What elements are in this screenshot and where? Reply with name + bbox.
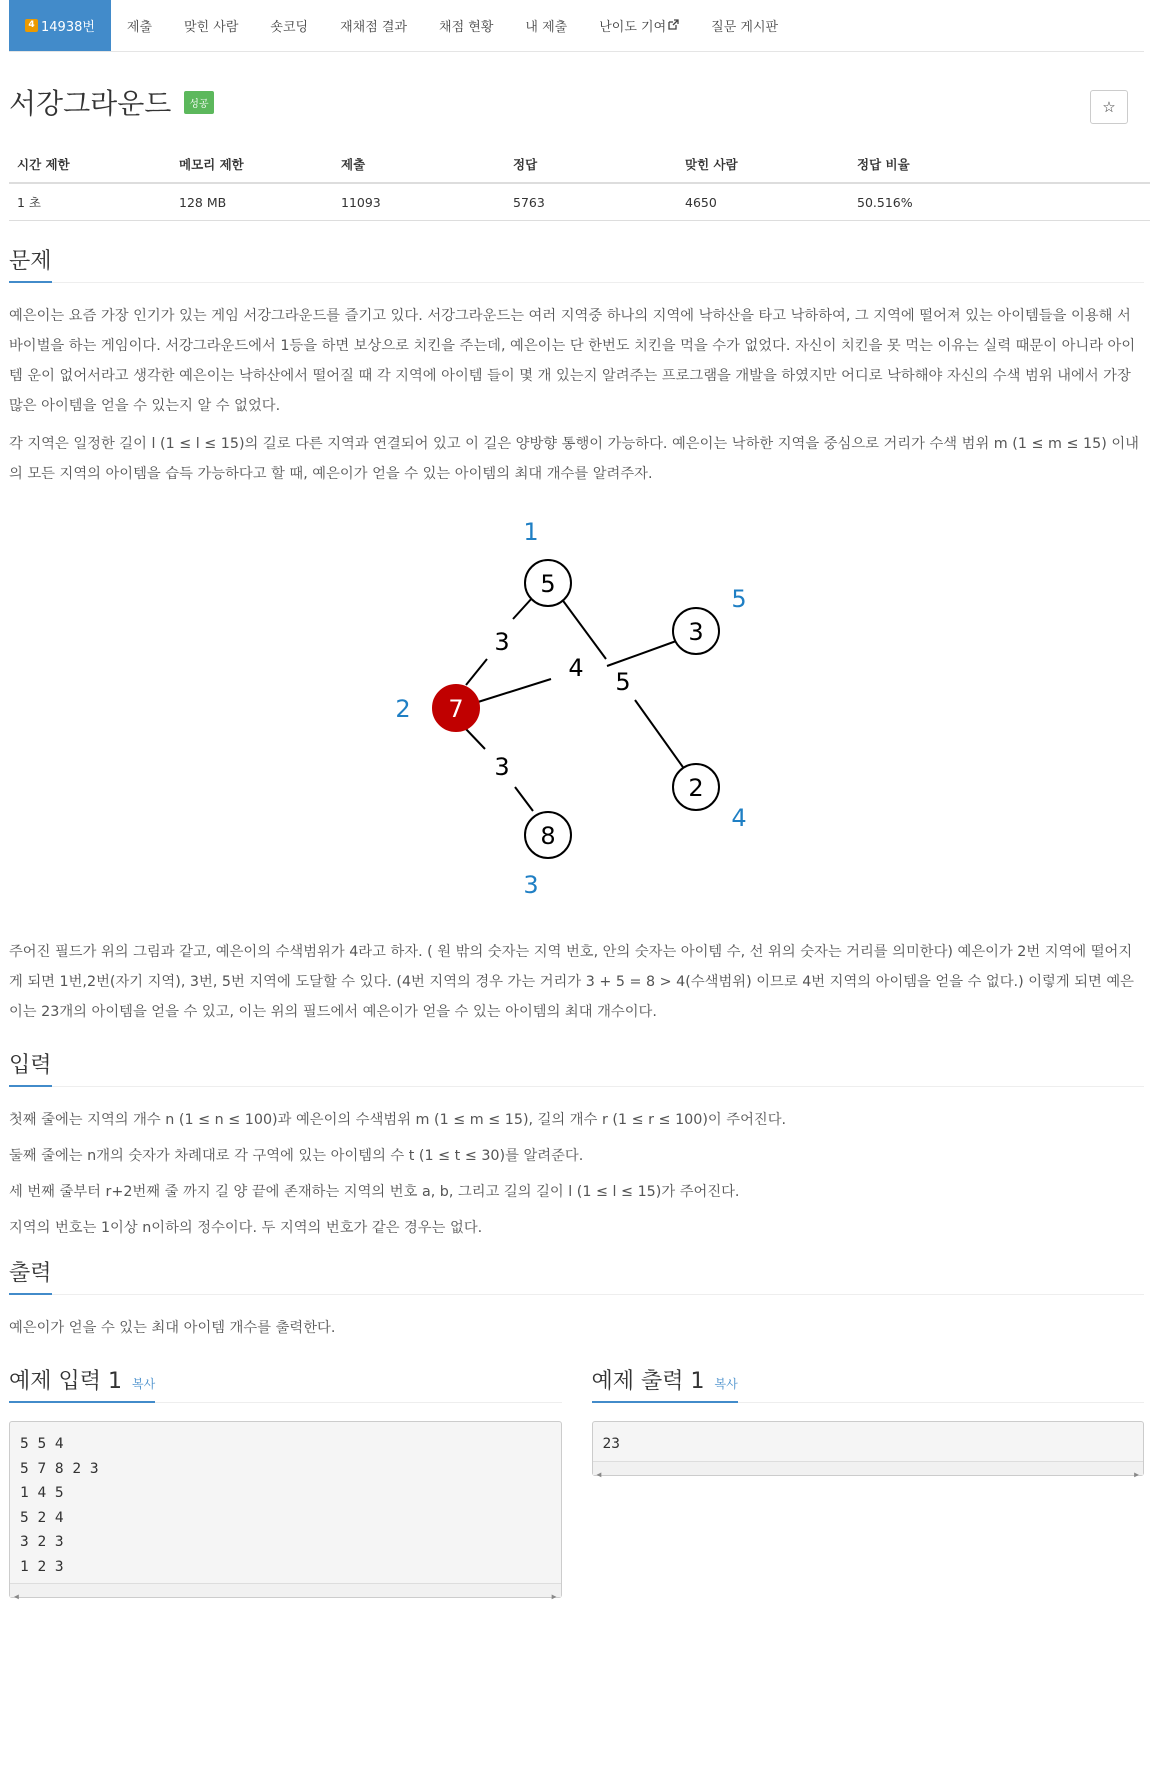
output-section-head: [9, 1255, 1144, 1295]
sample-output-content[interactable]: [592, 1421, 1145, 1479]
region-number: 4: [730, 804, 747, 832]
sample-output-title: 예제 출력 1: [591, 1369, 705, 1394]
edge-length-label: 5: [614, 668, 631, 696]
edge-length-label: 3: [493, 628, 510, 656]
title-row: [9, 52, 1144, 140]
sample-input-title: 예제 입력 1: [9, 1369, 122, 1394]
node-item-count: 3: [687, 618, 704, 646]
problem-description: 예은이는 요즘 가장 인기가 있는 게임 서강그라운드를 즐기고 있다. 서강그라운드는 여러 지역중 하나의 지역에 낙하산을 타고 낙하하여, 그 지역에 떨어져 있는 아이템들을 이용해 서바이벌을 하는 게임이다. 서강그라운드에서 1등을 하면 보상으로 치킨을 주는데, 예은이는 단 한번도 치킨을 먹을 수가 없었다. 자신이 치킨을 못 먹는 이유는 실력 때문이 아니라 아이템 운이 없어서라고 생각한 예은이는 낙하산에서 떨어질 때 각 지역에 아이템 들이 몇 개 있는지 알려주는 프로그램을 개발을 하였지만 어디로 낙하해야 자신의 수색 범위 내에서 가장 많은 아이템을 얻을 수 있는지 알 수 없었다.: [9, 308, 1136, 414]
input-heading: 입력: [9, 1048, 52, 1087]
stats-value: 4650: [677, 183, 849, 221]
horizontal-scrollbar[interactable]: [10, 1583, 561, 1601]
edge-line: [513, 597, 533, 619]
stats-value: 5763: [505, 183, 677, 221]
stats-value: 1 초: [9, 183, 171, 221]
input-section-head: [9, 1047, 1144, 1087]
edge-line: [478, 679, 551, 702]
star-button[interactable]: [1090, 90, 1128, 124]
stats-header: 시간 제한: [9, 146, 171, 183]
tab-my-submissions[interactable]: 내 제출: [525, 20, 568, 35]
tier-icon: 4: [25, 19, 38, 32]
copy-sample-output-button[interactable]: 복사: [714, 1377, 738, 1391]
region-number: 2: [394, 695, 411, 723]
sample-input-head: [9, 1363, 562, 1403]
stats-value: 128 MB: [171, 183, 333, 221]
tab-rejudge-results[interactable]: 재채점 결과: [340, 20, 408, 35]
edge-line: [515, 787, 533, 811]
output-heading: 출력: [9, 1256, 52, 1295]
examples-row: [9, 1363, 1144, 1601]
stats-header: 정답: [505, 146, 677, 183]
scroll-left-icon[interactable]: ◀: [596, 1469, 602, 1479]
stats-header-row: [9, 146, 1150, 183]
problem-section-head: [9, 243, 1144, 283]
problem-description: 각 지역은 일정한 길이 l (1 ≤ l ≤ 15)의 길로 다른 지역과 연결되어 있고 이 길은 양방향 통행이 가능하다. 예은이는 낙하한 지역을 중심으로 거리가 수색 범위 m (1 ≤ m ≤ 15) 이내의 모든 지역의 아이템을 습득 가능하다고 할 때, 예은이가 얻을 수 있는 아이템의 최대 개수를 알려주자.: [9, 436, 1139, 482]
problem-nav: [9, 0, 1144, 52]
scroll-left-icon[interactable]: ◀: [14, 1592, 19, 1601]
edge-length-label: 4: [567, 654, 584, 682]
input-section: [9, 1047, 1144, 1243]
horizontal-scrollbar[interactable]: [593, 1461, 1144, 1479]
stats-header: 정답 비율: [849, 146, 1150, 183]
page-title: [9, 82, 214, 122]
tab-short-coding[interactable]: 숏코딩: [270, 20, 309, 35]
sample-input-heading: [9, 1364, 155, 1403]
edge-line: [635, 700, 685, 770]
tab-qna-board[interactable]: 질문 게시판: [711, 20, 779, 35]
problem-section: [9, 243, 1144, 1027]
stats-value-row: [9, 183, 1150, 221]
input-description: 둘째 줄에는 n개의 숫자가 차례대로 각 구역에 있는 아이템의 수 t (1 ≤ t ≤ 30)를 알려준다.: [9, 1148, 584, 1164]
external-link-icon: [668, 19, 679, 33]
tab-status[interactable]: 채점 현황: [439, 20, 494, 35]
stats-value: 50.516%: [849, 183, 1150, 221]
node-item-count: 2: [687, 774, 704, 802]
problem-stats-table: [9, 146, 1150, 221]
tab-submit[interactable]: 제출: [126, 20, 153, 35]
edge-line: [561, 598, 606, 659]
copy-sample-input-button[interactable]: 복사: [132, 1377, 156, 1391]
sample-output-heading: [592, 1364, 738, 1403]
input-description: 지역의 번호는 1이상 n이하의 정수이다. 두 지역의 번호가 같은 경우는 없다.: [9, 1220, 483, 1236]
region-number: 3: [522, 871, 539, 899]
output-section: [9, 1255, 1144, 1343]
tab-difficulty[interactable]: [583, 0, 695, 51]
scroll-right-icon[interactable]: ▶: [1134, 1469, 1139, 1479]
edge-line: [607, 640, 679, 666]
scroll-right-icon[interactable]: ▶: [551, 1592, 557, 1601]
status-badge: 성공: [184, 91, 213, 114]
edge-line: [465, 728, 485, 749]
sample-input-content[interactable]: [9, 1421, 562, 1601]
tab-difficulty-label: 난이도 기여: [599, 20, 667, 35]
sample-input-block: [9, 1363, 562, 1601]
stats-header: 제출: [333, 146, 505, 183]
stats-value: 11093: [333, 183, 505, 221]
node-item-count: 5: [539, 570, 556, 598]
stats-header: 메모리 제한: [171, 146, 333, 183]
output-description: 예은이가 얻을 수 있는 최대 아이템 개수를 출력한다.: [9, 1320, 336, 1336]
field-graph: [367, 509, 787, 919]
problem-title: 서강그라운드: [9, 87, 172, 120]
node-item-count: 8: [539, 822, 556, 850]
region-number: 1: [522, 518, 539, 546]
problem-description: 주어진 필드가 위의 그림과 같고, 예은이의 수색범위가 4라고 하자. ( 원 밖의 숫자는 지역 번호, 안의 숫자는 아이템 수, 선 위의 숫자는 거리를 의미한다) 예은이가 2번 지역에 떨어지게 되면 1번,2번(자기 지역), 3번, 5번 지역에 도달할 수 있다. (4번 지역의 경우 가는 거리가 3 + 5 = 8 > 4(수색범위) 이므로 4번 지역의 아이템을 얻을 수 없다.) 이렇게 되면 예은이는 23개의 아이템을 얻을 수 있고, 이는 위의 필드에서 예은이가 얻을 수 있는 아이템의 최대 개수이다.: [9, 944, 1134, 1020]
star-icon: ☆: [1102, 98, 1116, 116]
problem-figure: [9, 509, 1144, 919]
problem-heading: 문제: [9, 244, 52, 283]
stats-header: 맞힌 사람: [677, 146, 849, 183]
sample-output-text: 23: [602, 1436, 620, 1452]
tab-solved-users[interactable]: 맞힌 사람: [184, 20, 239, 35]
node-item-count: 7: [447, 695, 464, 723]
sample-output-block: [592, 1363, 1145, 1598]
input-description: 세 번째 줄부터 r+2번째 줄 까지 길 양 끝에 존재하는 지역의 번호 a, b, 그리고 길의 길이 l (1 ≤ l ≤ 15)가 주어진다.: [9, 1184, 740, 1200]
tab-problem[interactable]: [9, 0, 111, 51]
edge-line: [466, 659, 487, 685]
input-description: 첫째 줄에는 지역의 개수 n (1 ≤ n ≤ 100)과 예은이의 수색범위 m (1 ≤ m ≤ 15), 길의 개수 r (1 ≤ r ≤ 100)이 주어진다.: [9, 1112, 787, 1128]
sample-output-head: [592, 1363, 1145, 1403]
region-number: 5: [730, 585, 747, 613]
sample-input-text: 5 5 4 5 7 8 2 3 1 4 5 5 2 4 3 2 3 1 2 3: [20, 1436, 99, 1575]
tab-problem-label: 14938번: [41, 20, 95, 35]
edge-length-label: 3: [493, 753, 510, 781]
